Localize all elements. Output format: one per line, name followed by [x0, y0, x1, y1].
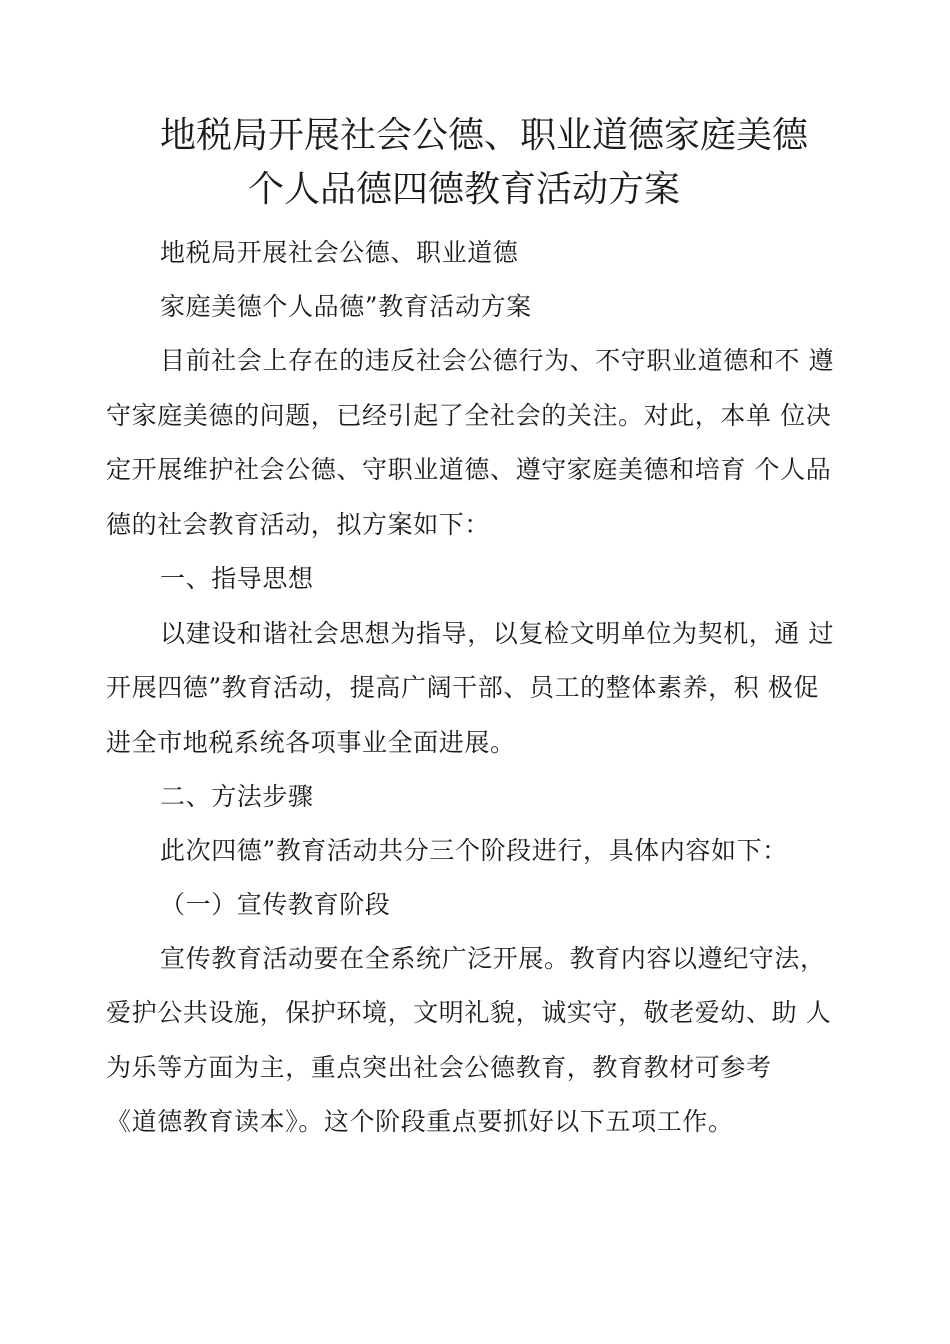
body-line: 爱护公共设施，保护环境，文明礼貌，诚实守，敬老爱幼、助 人	[106, 998, 832, 1027]
subtitle-line-1: 地税局开展社会公德、职业道德	[160, 238, 519, 267]
body-line: 此次四德”教育活动共分三个阶段进行，具体内容如下：	[160, 836, 788, 865]
body-line: 《道德教育读本》。这个阶段重点要抓好以下五项工作。	[106, 1107, 734, 1136]
body-line: 开展四德”教育活动，提高广阔干部、员工的整体素养，积 极促	[106, 673, 820, 702]
body-line: 守家庭美德的问题，已经引起了全社会的关注。对此，本单 位决	[106, 401, 832, 430]
body-line: 宣传教育活动要在全系统广泛开展。教育内容以遵纪守法，	[160, 944, 826, 973]
body-line: 进全市地税系统各项事业全面进展。	[106, 728, 516, 757]
subtitle-line-2: 家庭美德个人品德”教育活动方案	[160, 292, 532, 321]
document-title-line-2: 个人品德四德教育活动方案	[248, 169, 681, 210]
section-heading: 一、指导思想	[160, 564, 314, 593]
body-line: 定开展维护社会公德、守职业道德、遵守家庭美德和培育 个人品	[106, 455, 832, 484]
body-line: 为乐等方面为主，重点突出社会公德教育，教育教材可参考	[106, 1053, 772, 1082]
body-line: 目前社会上存在的违反社会公德行为、不守职业道德和不 遵	[160, 346, 835, 375]
body-line: 德的社会教育活动，拟方案如下：	[106, 510, 491, 539]
subsection-heading: （一）宣传教育阶段	[160, 890, 391, 919]
document-title-line-1: 地税局开展社会公德、职业道德家庭美德	[160, 115, 809, 156]
body-line: 以建设和谐社会思想为指导，以复检文明单位为契机，通 过	[160, 619, 835, 648]
section-heading: 二、方法步骤	[160, 782, 314, 811]
